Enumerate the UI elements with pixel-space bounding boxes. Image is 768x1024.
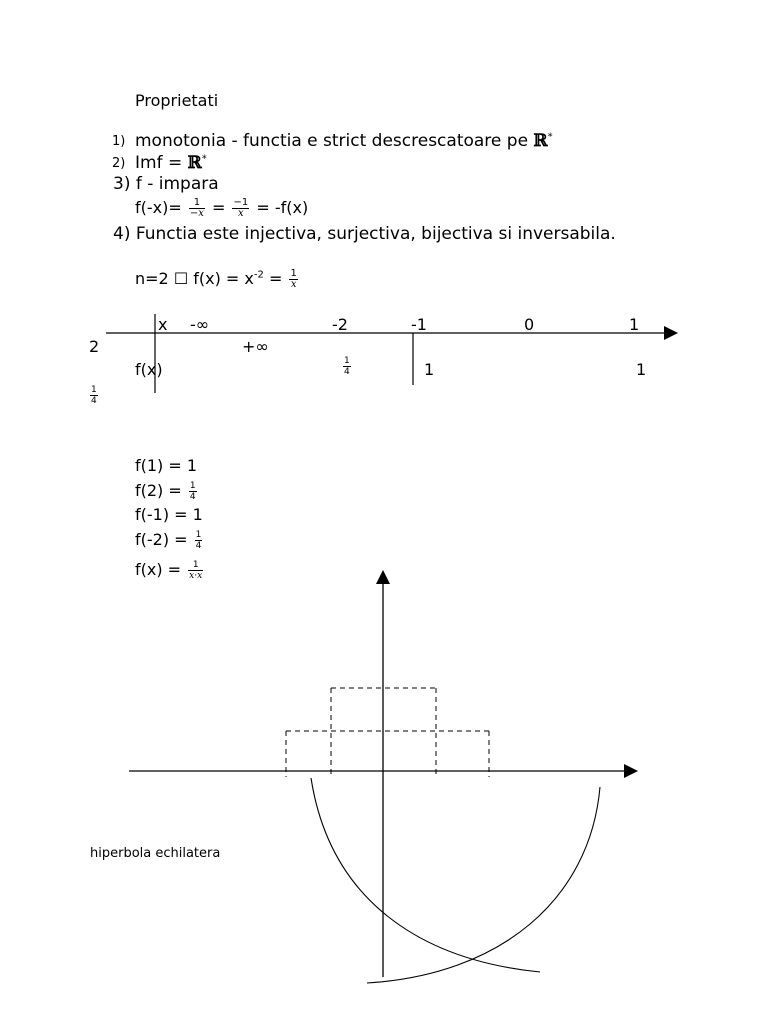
n2-exponent: -2 [253, 269, 264, 281]
formula-end: = -f(x) [256, 198, 309, 217]
table-plus-infinity: +∞ [242, 337, 269, 356]
table-minus-infinity: -∞ [190, 315, 210, 334]
fraction-1-over-x: $\frac{1}{x}$ [290, 268, 297, 290]
curve-right-branch [367, 787, 600, 983]
table-value-quarter: $\frac{1}{4}$ [344, 356, 350, 377]
table-left-quarter: $\frac{1}{4}$ [91, 385, 97, 406]
table-fx-label: f(x) [135, 360, 163, 379]
table-x-label: x [158, 315, 168, 334]
table-x-1: 1 [629, 315, 640, 334]
value-f-minus1: f(-1) = 1 [135, 505, 203, 524]
n2-eq: = [263, 269, 283, 288]
prop2-number: 2) [112, 156, 126, 171]
fraction-1-over-minus-x: $\frac{1}{-x}$ [189, 197, 204, 219]
table-x-minus2: -2 [332, 315, 348, 334]
table-x-2: 2 [89, 337, 100, 356]
prop1-number: 1) [112, 134, 126, 149]
prop1-text: monotonia - functia e strict descrescatoare pe [135, 131, 534, 151]
table-axis-arrow [664, 326, 678, 340]
fraction-minus1-over-x: $\frac{-1}{x}$ [233, 197, 249, 219]
formula-start: f(-x)= [135, 198, 182, 217]
value-f-minus2: f(-2) = $\frac{1}{4}$ [135, 530, 202, 551]
value-f2: f(2) = $\frac{1}{4}$ [135, 481, 196, 502]
table-value-one-b: 1 [636, 360, 647, 379]
real-set-symbol: ℝ [187, 153, 202, 173]
real-set-symbol: ℝ [533, 131, 548, 151]
graph-caption: hiperbola echilatera [90, 846, 221, 861]
curve-left-branch [311, 778, 540, 972]
star-superscript: * [201, 153, 207, 165]
equals-sign: = [211, 198, 226, 217]
prop3-text: 3) f - impara [113, 174, 219, 194]
table-x-minus1: -1 [411, 315, 427, 334]
prop2-text: Imf = [135, 153, 188, 173]
value-fx-formula: f(x) = $\frac{1}{x\cdot x}$ [135, 560, 203, 581]
table-x-0: 0 [524, 315, 535, 334]
table-value-one-a: 1 [424, 360, 435, 379]
value-f1: f(1) = 1 [135, 456, 198, 475]
prop4-text: 4) Functia este injectiva, surjectiva, bijectiva si inversabila. [113, 224, 616, 244]
graph-y-axis-arrow [376, 570, 390, 584]
n2-prefix: n=2 ☐ f(x) = x [135, 269, 254, 288]
star-superscript: * [547, 131, 553, 143]
graph-x-axis-arrow [624, 764, 638, 778]
heading: Proprietati [135, 91, 219, 110]
